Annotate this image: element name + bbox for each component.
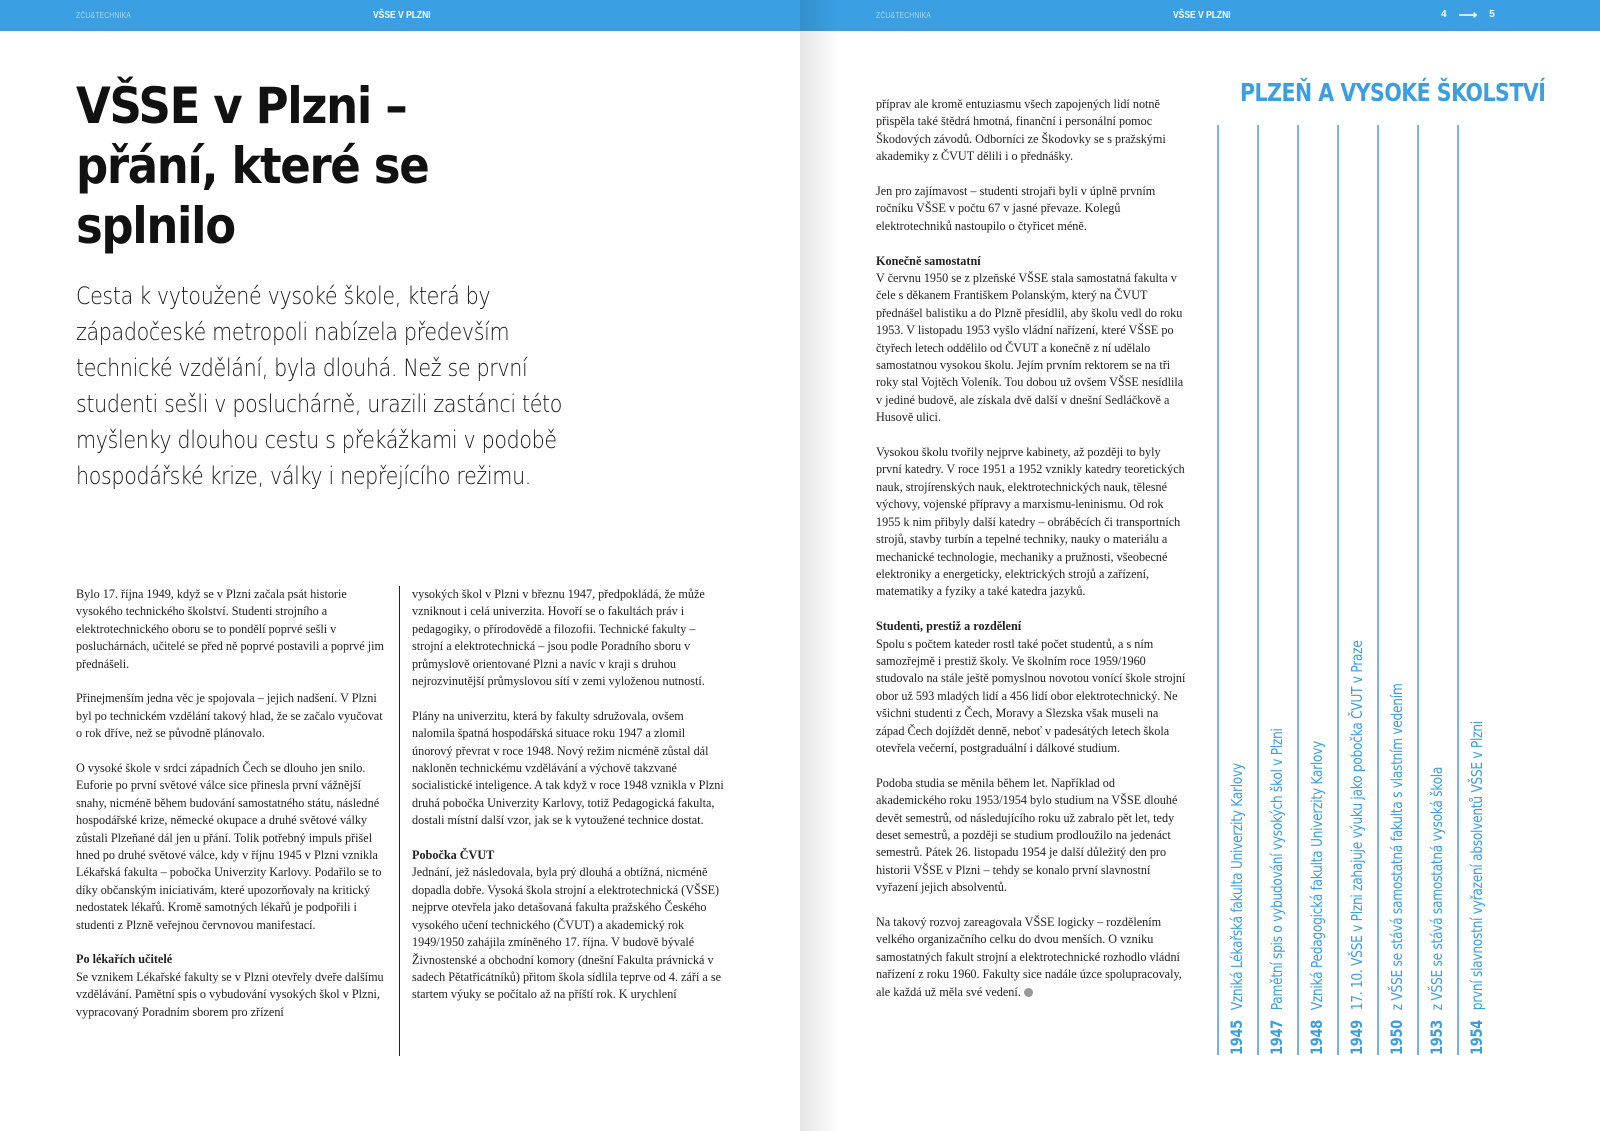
header-bar: [800, 0, 1600, 31]
text-column-3: [876, 96, 1188, 1001]
timeline-item: [1457, 125, 1493, 1055]
timeline-text: Vzniká Lékařská fakulta Univerzity Karlovy: [1228, 763, 1246, 1011]
text-column-1: [76, 586, 386, 1021]
timeline-item: [1417, 125, 1453, 1055]
timeline-year: 1953: [1427, 1020, 1446, 1055]
paragraph: Plány na univerzitu, která by fakulty sdružovala, ovšem nalomila špatná hospodářská situace roku 1947 a zlomil únorový převrat v roce 1948. Nový režim nicméně zůstal dál nakloněn technickému vzdělávání a výchově takzvané socialistické inteligence. A tak když v roce 1948 vznikla v Plzni druhá pobočka Univerzity Karlovy, totiž Pedagogická fakulta, dostali místní další vzor, jak se k vytoužené technice dostat.: [412, 708, 724, 828]
article-title: [76, 76, 580, 256]
paragraph: O vysoké škole v srdci západních Čech se dlouho jen snilo. Euforie po první světové válce sice přinesla první vážnější snahy, nicméně během budování samostatného státu, následné hospodářské krize, německé okupace a druhé světové války zůstali Plzeňané dál jen u přání. Tolik potřebný impuls přišel hned po druhé světové válce, kdy v říjnu 1945 v Plzni vznikla Lékařská fakulta – pobočka Univerzity Karlovy. Podařilo se to díky občanským iniciativám, které upozorňovaly na kritický nedostatek lékařů. Kromě samotných lékařů je podpořili i studenti z Plzně veřejnou červnovou manifestací.: [76, 761, 382, 932]
timeline-item: [1217, 125, 1253, 1055]
paragraph: Jen pro zajímavost – studenti strojaři byli v úplně prvním ročníku VŠSE v počtu 67 v jasné převaze. Kolegů elektrotechniků nastoupilo o čtyřicet méně.: [876, 184, 1156, 233]
timeline-year: 1948: [1307, 1020, 1326, 1055]
timeline-line: [1377, 125, 1379, 1055]
timeline-line: [1217, 125, 1219, 1055]
magazine-brand: ZČU&TECHNIKA: [876, 11, 931, 20]
timeline-year: 1947: [1267, 1020, 1286, 1055]
paragraph: Vysokou školu tvořily nejprve kabinety, až později to byly první katedry. V roce 1951 a 1952 vznikly katedry teoretických nauk, strojírenských nauk, elektrotechnických nauk, tělesné výchovy, vojenské přípravy a marxismu-leninismu. Od rok 1955 k nim přibyly další katedry – obráběcích či transportních strojů, stavby turbín a tepelné techniky, nauky o materiálu a mechanické technologie, mechaniky a pružnosti, všeobecné elektroniky a energeticky, elektrických strojů a zařízení, matematiky a fyziky a také katedra jazyků.: [876, 445, 1185, 599]
timeline-year: 1950: [1387, 1020, 1406, 1055]
subheading: Pobočka ČVUT: [412, 848, 495, 863]
article-lead: Cesta k vytoužené vysoké škole, která by západočeské metropoli nabízela především technické vzdělání, byla dlouhá. Než se první studenti sešli v posluchárně, urazili zastánci této myšlenky dlouhou cestu s překážkami v podobě hospodářské krize, války i nepřejícího režimu.: [76, 282, 563, 490]
timeline-text: z VŠSE se stává samostatná fakulta s vlastním vedením: [1388, 683, 1406, 1011]
timeline-line: [1257, 125, 1259, 1055]
page-number-left: 4: [1441, 9, 1447, 20]
timeline-text: 17. 10. VŠSE v Plzni zahajuje výuku jako pobočka ČVUT v Praze: [1348, 640, 1366, 1011]
timeline-line: [1297, 125, 1299, 1055]
text-column-2: [412, 586, 724, 1004]
timeline-line: [1337, 125, 1339, 1055]
magazine-brand: ZČU&TECHNIKA: [76, 11, 131, 20]
paragraph: V červnu 1950 se z plzeňské VŠSE stala samostatná fakulta v čele s děkanem Františkem Polanským, který na ČVUT přednášel balistiku a do Plzně přesídlil, aby školu vedl do roku 1953. V listopadu 1953 vyšlo vládní nařízení, které VŠSE po čtyřech letech oddělilo od ČVUT a konečně z ní udělalo samostatnou vysokou školu. Jejím prvním rektorem se na tři roky stal Vojtěch Voleník. Tou dobou už ovšem VŠSE nesídlila v jediné budově, ale získala dvě další v dnešní Sedláčkově a Husově ulici.: [876, 271, 1184, 425]
paragraph: Podoba studia se měnila během let. Například od akademického roku 1953/1954 bylo studium na VŠSE dlouhé devět semestrů, od následujícího roku už zabralo pět let, tedy deset semestrů, a později se studium prodloužilo na jedenáct semestrů. Pátek 26. listopadu 1954 je další důležitý den pro historii VŠSE v Plzni – tehdy se konalo první slavnostní vyřazení jejich absolventů.: [876, 775, 1178, 895]
timeline-year: 1949: [1347, 1020, 1366, 1055]
paragraph: Bylo 17. října 1949, když se v Plzni začala psát historie vysokého technického školství. Studenti strojního a elektrotechnického oboru se to pondělí poprvé sešli v posluchárnách, učitelé se před ně poprvé postavili a poprvé jim přednášeli.: [76, 587, 384, 671]
page-numbers: [1441, 6, 1495, 22]
timeline-item: [1337, 125, 1373, 1055]
timeline-year: 1945: [1227, 1020, 1246, 1055]
header-bar: [0, 0, 800, 31]
paragraph: Přinejmenším jedna věc je spojovala – jejich nadšení. V Plzni byl po technickém vzdělání takový hlad, že se začalo vyučovat o rok dříve, než se původně plánovalo.: [76, 691, 383, 741]
title-line-2: přání, které se splnilo: [76, 137, 429, 255]
title-line-1: VŠSE v Plzni –: [76, 77, 407, 135]
right-page: [800, 0, 1600, 1131]
subheading: Studenti, prestiž a rozdělení: [876, 619, 1022, 634]
timeline-title: PLZEŇ A VYSOKÉ ŠKOLSTVÍ: [1240, 78, 1546, 107]
paragraph: vysokých škol v Plzni v březnu 1947, předpokládá, že může vzniknout i celá univerzita. Hovoří se o fakultách práv i pedagogiky, o přírodovědě a filozofii. Technické fakulty – strojní a elektrotechnická – jsou podle Poradního sboru v průmyslově orientované Plzni a navíc v kraji s druhou nejrozvinutější průmyslovou sítí v zemi vyloženou nutností.: [412, 587, 705, 689]
paragraph: Se vznikem Lékařské fakulty se v Plzni otevřely dveře dalšímu vzdělávání. Pamětní spis o vybudování vysokých škol v Plzni, vypracovaný Poradním sborem pro zřízení: [76, 969, 384, 1019]
timeline-line: [1457, 125, 1459, 1055]
timeline-line: [1417, 125, 1419, 1055]
paragraph: Spolu s počtem kateder rostl také počet studentů, a s ním samozřejmě i prestiž školy. Ve školním roce 1959/1960 studovalo na stále ještě pomyslnou novotou vonící škole strojní obor už 593 mladých lidí a 456 lidí obor elektrotechnický. Ne všichni studenti z Čech, Moravy a Slezska však museli na západ Čech dojíždět denně, neboť v padesátých letech škola otevřela večerní, postgraduální i dálkové studium.: [876, 636, 1186, 755]
page-number-right: 5: [1489, 9, 1495, 20]
paragraph: příprav ale kromě entuziasmu všech zapojených lidí notně přispěla také štědrá hmotná, finanční i personální pomoc Škodových závodů. Odborníci ze Škodovky se s pražskými akademiky z ČVUT dělili i o přednášky.: [876, 97, 1166, 164]
subheading: Po lékařích učitelé: [76, 952, 173, 967]
paragraph-text: Na takový rozvoj zareagovala VŠSE logicky – rozdělením velkého organizačního celku do dvou menších. O vzniku samostatných fakult strojní a elektrotechnické rozhodlo vládní nařízení z roku 1960. Fakulty sice nadále úzce spolupracovaly, ale každá už měla své vedení.: [876, 915, 1182, 999]
section-label: VŠSE V PLZNI: [373, 10, 431, 21]
timeline-text: Vzniká Pedagogická fakulta Univerzity Karlovy: [1308, 740, 1326, 1011]
timeline-item: [1297, 125, 1333, 1055]
paragraph: Jednání, jež následovala, byla prý dlouhá a obtížná, nicméně dopadla dobře. Vysoká škola strojní a elektrotechnická (VŠSE) nejprve otevřela jako detašovaná fakulta pražského Českého vysokého učení technického (ČVUT) a akademický rok 1949/1950 zahájila zmíněného 17. října. V budově bývalé Živnostenské a obchodní komory (dnešní Fakulta právnická v sadech Pětatřicátníků) přitom škola sídlila teprve od 4. září a se startem výuky se počítalo až na příští rok. K urychlení: [412, 865, 721, 1002]
end-mark-icon: [1024, 988, 1033, 997]
subheading: Konečně samostatní: [876, 253, 981, 268]
section-label: VŠSE V PLZNI: [1173, 10, 1231, 21]
paragraph: [876, 914, 1188, 1001]
column-divider: [399, 586, 400, 1056]
timeline-item: [1257, 125, 1293, 1055]
spine-shadow: [800, 0, 840, 1131]
timeline-text: z VŠSE se stává samostatná vysoká škola: [1428, 766, 1446, 1011]
arrow-right-icon: ⟶: [1458, 6, 1478, 22]
timeline-text: první slavnostní vyřazení absolventů VŠSE v Plzni: [1468, 721, 1486, 1011]
timeline-item: [1377, 125, 1413, 1055]
timeline-text: Pamětní spis o vybudování vysokých škol v Plzni: [1268, 728, 1286, 1011]
timeline-year: 1954: [1467, 1020, 1486, 1055]
